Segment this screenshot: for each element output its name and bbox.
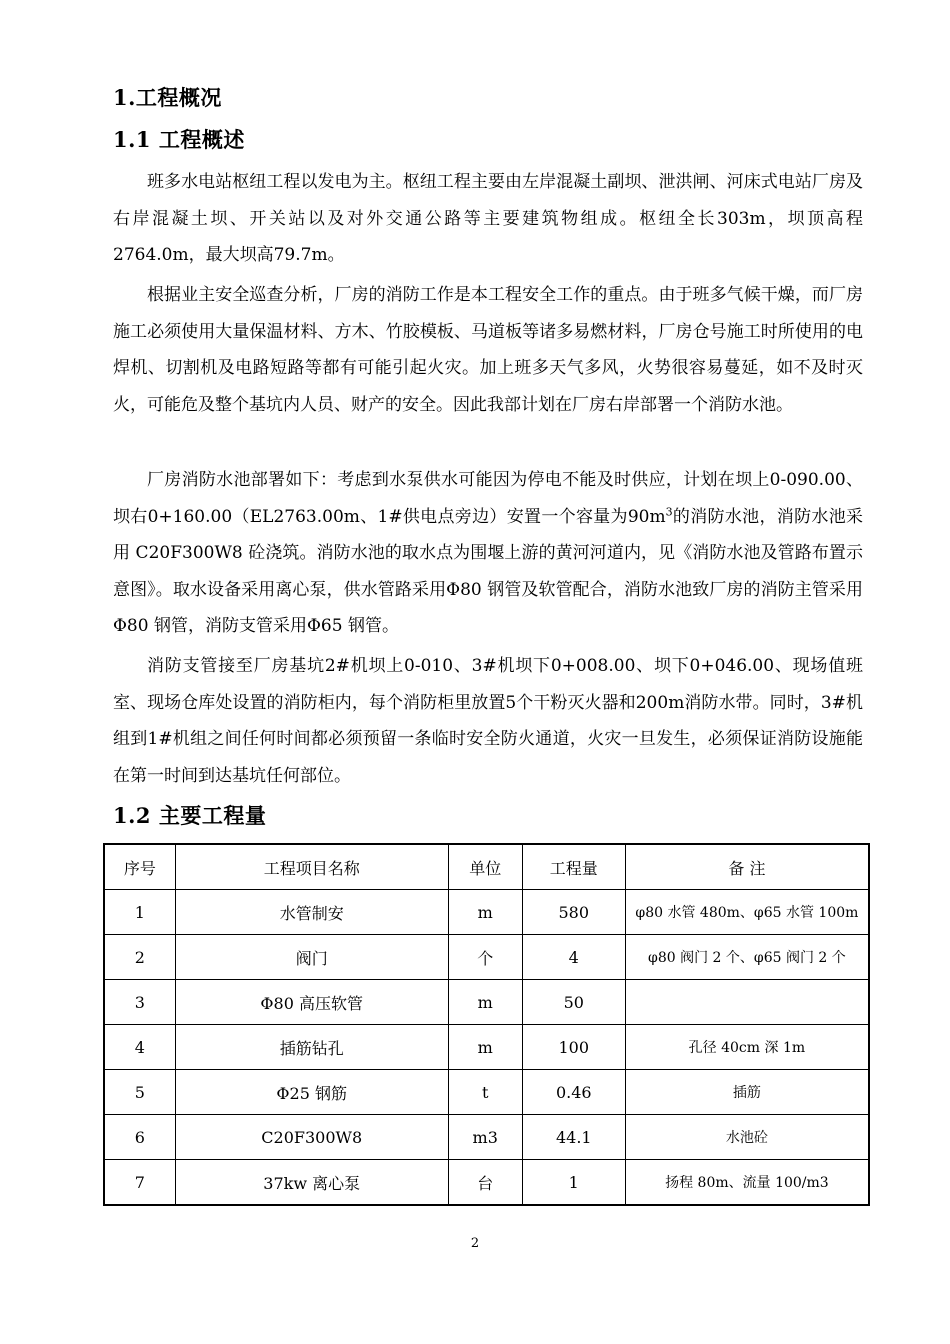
- table-cell: φ80 水管 480m、φ65 水管 100m: [625, 890, 869, 935]
- table-cell: 44.1: [522, 1115, 625, 1160]
- page-number: 2: [470, 1236, 480, 1251]
- paragraph-fire-branch: 消防支管接至厂房基坑2#机坝上0-010、3#机坝下0+008.00、坝下0+046.00、现场值班室、现场仓库处设置的消防柜内，每个消防柜里放置5个干粉灭火器和200m消防水带。同时，3#机组到1#机组之间任何时间都必须预留一条临时安全防火通道，火灾一旦发生，必须保证消防设施能在第一时间到达基坑任何部位。: [113, 656, 863, 786]
- table-cell: 4: [522, 935, 625, 980]
- table-cell: 插筋: [625, 1070, 869, 1115]
- table-cell: 个: [448, 935, 522, 980]
- table-cell: 100: [522, 1025, 625, 1070]
- table-cell: 插筋钻孔: [175, 1025, 448, 1070]
- table-row: [104, 1115, 869, 1160]
- table-cell: C20F300W8: [175, 1115, 448, 1160]
- table-row: [104, 890, 869, 935]
- table-cell: 50: [522, 980, 625, 1025]
- section-heading-1-2: 1.2 主要工程量: [113, 803, 267, 828]
- table-cell: Φ80 高压软管: [175, 980, 448, 1025]
- header-cell: 单位: [448, 844, 522, 890]
- superscript-3: 3: [665, 504, 673, 518]
- table-cell: 阀门: [175, 935, 448, 980]
- header-cell: 备 注: [625, 844, 869, 890]
- table-row: [104, 980, 869, 1025]
- table-cell: m: [448, 890, 522, 935]
- table-cell: 5: [104, 1070, 175, 1115]
- table-cell: 6: [104, 1115, 175, 1160]
- header-cell: 工程量: [522, 844, 625, 890]
- table-row: [104, 935, 869, 980]
- table-row: [104, 1160, 869, 1206]
- table-cell: 7: [104, 1160, 175, 1206]
- table-cell: 4: [104, 1025, 175, 1070]
- header-cell: 工程项目名称: [175, 844, 448, 890]
- header-cell: 序号: [104, 844, 175, 890]
- paragraph-fire-risk: 根据业主安全巡查分析，厂房的消防工作是本工程安全工作的重点。由于班多气候干燥，而厂房施工必须使用大量保温材料、方木、竹胶模板、马道板等诸多易燃材料，厂房仓号施工时所使用的电焊机、切割机及电路短路等都有可能引起火灾。加上班多天气多风，火势很容易蔓延，如不及时灭火，可能危及整个基坑内人员、财产的安全。因此我部计划在厂房右岸部署一个消防水池。: [113, 285, 863, 415]
- table-cell: 3: [104, 980, 175, 1025]
- paragraph-fire-pool-text-b: 的消防水池，消防水池采用 C20F300W8 砼浇筑。消防水池的取水点为围堰上游的黄河河道内，见《消防水池及管路布置示意图》。取水设备采用离心泵，供水管路采用Φ80 钢管及软管配合，消防水池致厂房的消防主管采用Φ80 钢管，消防支管采用Φ65 钢管。: [113, 506, 864, 637]
- table-cell: t: [448, 1070, 522, 1115]
- section-heading-1: 1.工程概况: [113, 85, 222, 110]
- table-cell: φ80 阀门 2 个、φ65 阀门 2 个: [625, 935, 869, 980]
- paragraph-overview: 班多水电站枢纽工程以发电为主。枢纽工程主要由左岸混凝土副坝、泄洪闸、河床式电站厂房及右岸混凝土坝、开关站以及对外交通公路等主要建筑物组成。枢纽全长303m，坝顶高程2764.0m，最大坝高79.7m。: [113, 172, 863, 266]
- table-cell: 1: [522, 1160, 625, 1206]
- quantity-table: [103, 843, 870, 1206]
- table-cell: m: [448, 1025, 522, 1070]
- section-heading-1-1: 1.1 工程概述: [113, 127, 245, 152]
- table-cell: m: [448, 980, 522, 1025]
- table-cell: 水池砼: [625, 1115, 869, 1160]
- paragraph-fire-pool-text-a: 厂房消防水池部署如下：考虑到水泵供水可能因为停电不能及时供应，计划在坝上0-090.00、坝右0+160.00（EL2763.00m、1#供电点旁边）安置一个容量为90m: [113, 470, 863, 527]
- table-cell: 0.46: [522, 1070, 625, 1115]
- table-cell: Φ25 钢筋: [175, 1070, 448, 1115]
- table-row: [104, 1070, 869, 1115]
- table-cell: 扬程 80m、流量 100/m3: [625, 1160, 869, 1206]
- table-row: [104, 1025, 869, 1070]
- table-cell: m3: [448, 1115, 522, 1160]
- table-cell: 2: [104, 935, 175, 980]
- table-cell: 1: [104, 890, 175, 935]
- table-cell: 台: [448, 1160, 522, 1206]
- table-cell: 孔径 40cm 深 1m: [625, 1025, 869, 1070]
- table-cell: 水管制安: [175, 890, 448, 935]
- table-header-row: [104, 844, 869, 890]
- paragraph-fire-pool: [113, 462, 863, 645]
- table-cell: 37kw 离心泵: [175, 1160, 448, 1206]
- table-cell: 580: [522, 890, 625, 935]
- table-cell: [625, 980, 869, 1025]
